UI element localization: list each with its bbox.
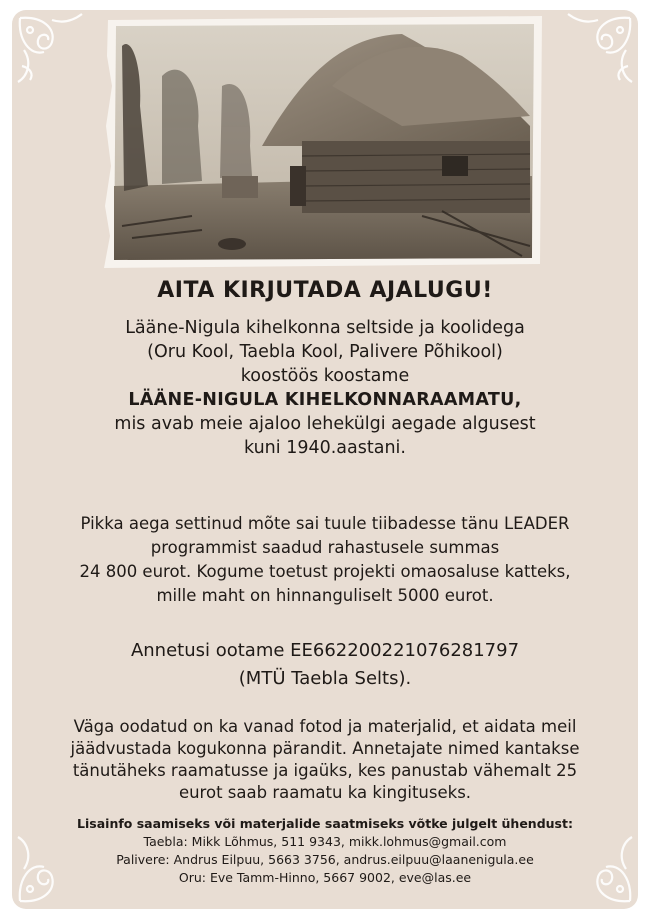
- contact-taebla: Taebla: Mikk Lõhmus, 511 9343, mikk.lohmus@gmail.com: [143, 834, 507, 849]
- donation-recipient: (MTÜ Taebla Selts).: [238, 668, 412, 689]
- appeal-line: tänutäheks raamatusse ja igaüks, kes panustab vähemalt 25: [72, 761, 578, 780]
- intro-line: koostöös koostame: [240, 366, 410, 386]
- headline: AITA KIRJUTADA AJALUGU!: [157, 278, 493, 303]
- donation-paragraph: [12, 637, 638, 693]
- appeal-line: Väga oodatud on ka vanad fotod ja materjalid, et aidata meil: [73, 717, 577, 736]
- book-title: LÄÄNE-NIGULA KIHELKONNARAAMATU,: [128, 390, 522, 410]
- funding-line: programmist saadud rahastusele summas: [150, 538, 500, 557]
- funding-line: 24 800 eurot. Kogume toetust projekti omaosaluse katteks,: [79, 562, 571, 581]
- intro-line: Lääne-Nigula kihelkonna seltside ja koolidega: [125, 318, 525, 338]
- intro-line: kuni 1940.aastani.: [244, 438, 406, 458]
- funding-line: Pikka aega settinud mõte sai tuule tiibadesse tänu LEADER: [80, 514, 570, 533]
- historical-photo: [102, 16, 546, 268]
- intro-line: (Oru Kool, Taebla Kool, Palivere Põhikool): [147, 342, 503, 362]
- corner-ornament-top-right: [558, 10, 638, 100]
- poster: [12, 10, 638, 909]
- funding-paragraph: [12, 512, 638, 608]
- contact-palivere: Palivere: Andrus Eilpuu, 5663 3756, andrus.eilpuu@laanenigula.ee: [116, 852, 534, 867]
- photos-appeal-paragraph: [12, 716, 638, 804]
- corner-ornament-top-left: [12, 10, 92, 100]
- appeal-line: eurot saab raamatu ka kingituseks.: [178, 783, 472, 802]
- intro-paragraph: [12, 316, 638, 460]
- contact-section: [12, 815, 638, 887]
- appeal-line: jäädvustada kogukonna pärandit. Annetajate nimed kantakse: [70, 739, 580, 758]
- intro-line: mis avab meie ajaloo lehekülgi aegade algusest: [114, 414, 536, 434]
- contact-lead: Lisainfo saamiseks või materjalide saatmiseks võtke julgelt ühendust:: [77, 816, 573, 831]
- donation-account: Annetusi ootame EE662200221076281797: [130, 640, 520, 661]
- contact-oru: Oru: Eve Tamm-Hinno, 5667 9002, eve@las.ee: [178, 870, 472, 885]
- funding-line: mille maht on hinnanguliselt 5000 eurot.: [156, 586, 494, 605]
